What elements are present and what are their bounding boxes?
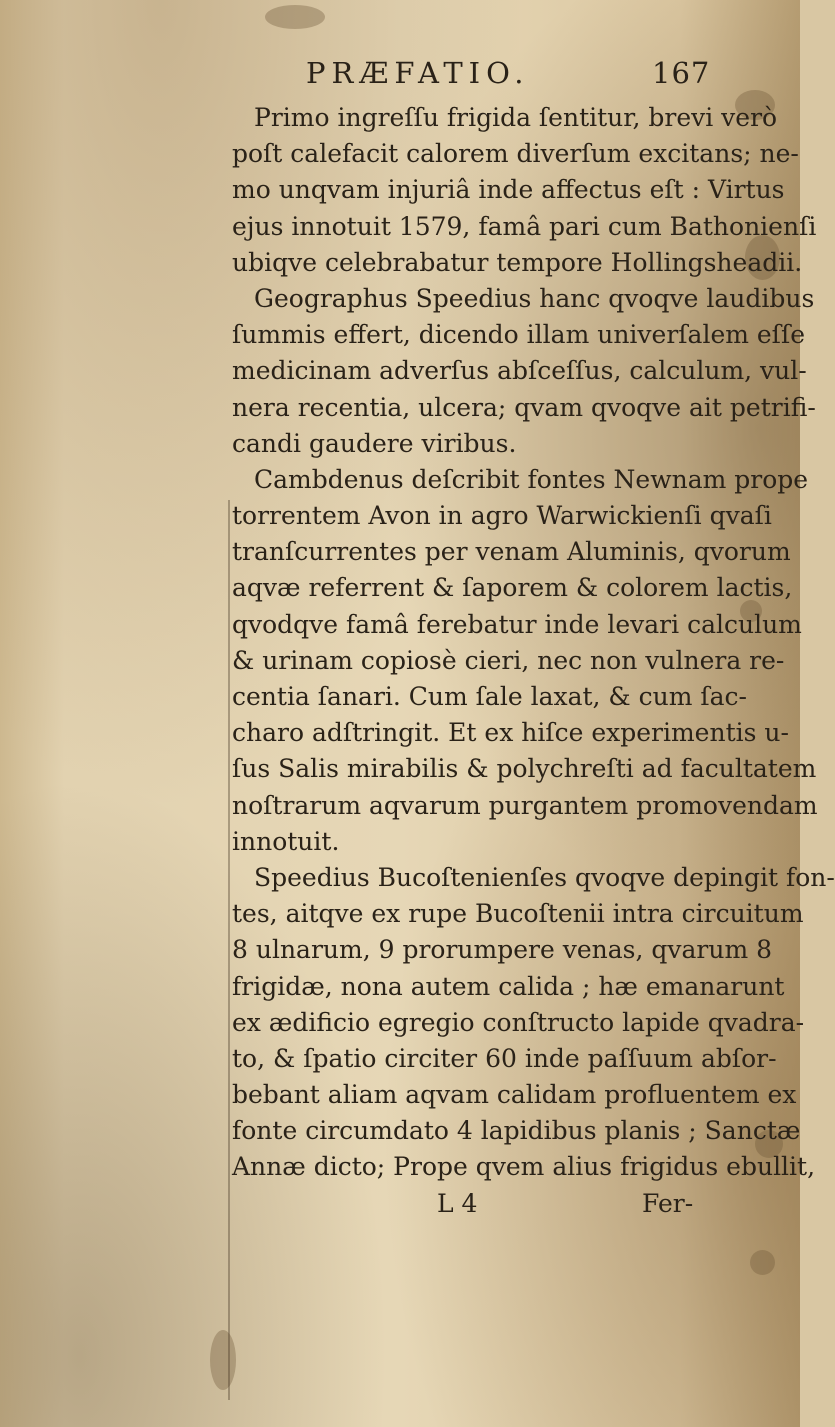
text-line: Speedius Bucoſtenienſes qvoqve depingit fon- <box>254 862 835 892</box>
page-number: 167 <box>652 56 711 90</box>
text-line: to, & ſpatio circiter 60 inde paſſuum abſor- <box>232 1043 777 1073</box>
text-line: ex ædificio egregio conſtructo lapide qvadra- <box>232 1007 805 1037</box>
text-line: bebant aliam aqvam calidam profluentem ex <box>232 1080 797 1110</box>
text-line: medicinam adverſus abſceſſus, calculum, vul- <box>232 356 807 386</box>
text-line: poſt calefacit calorem diverſum excitans; ne- <box>232 139 799 169</box>
signature-mark: L 4 <box>437 1188 478 1218</box>
text-line: candi gaudere viribus. <box>232 428 517 458</box>
text-line: Geographus Speedius hanc qvoqve laudibus <box>254 283 815 313</box>
text-line: ubiqve celebrabatur tempore Hollingsheadii. <box>232 247 803 277</box>
text-line: aqvæ referrent & ſaporem & colorem lactis, <box>232 573 793 603</box>
stain <box>750 1250 775 1275</box>
footer-line <box>232 1186 732 1222</box>
body-text <box>232 100 835 1222</box>
stain <box>265 5 325 29</box>
catchword: Fer- <box>642 1188 694 1218</box>
text-line: Annæ dicto; Prope qvem alius frigidus ebullit, <box>232 1152 816 1182</box>
text-line: Cambdenus deſcribit fontes Newnam prope <box>254 464 809 494</box>
text-line: fonte circumdato 4 lapidibus planis ; Sanctæ <box>232 1116 801 1146</box>
running-head: PRÆFATIO. <box>306 56 530 90</box>
page-header <box>246 56 716 92</box>
text-line: torrentem Avon in agro Warwickienſi qvaſi <box>232 501 772 531</box>
gutter-line <box>228 500 230 1400</box>
text-line: Primo ingreſſu frigida ſentitur, brevi verò <box>254 103 778 132</box>
text-line: qvodqve famâ ferebatur inde levari calculum <box>232 609 802 639</box>
text-line: tes, aitqve ex rupe Bucoſtenii intra circuitum <box>232 899 804 929</box>
text-line: & urinam copiosè cieri, nec non vulnera re- <box>232 645 785 675</box>
text-line: noſtrarum aqvarum purgantem promovendam <box>232 790 818 820</box>
text-line: ejus innotuit 1579, famâ pari cum Bathonienſi <box>232 211 817 241</box>
text-line: charo adſtringit. Et ex hiſce experimentis u- <box>232 718 789 748</box>
text-line: centia ſanari. Cum ſale laxat, & cum ſac- <box>232 682 747 711</box>
text-line: nera recentia, ulcera; qvam qvoqve ait petrifi- <box>232 392 816 422</box>
text-line: innotuit. <box>232 826 340 856</box>
text-line: ſus Salis mirabilis & polychreſti ad facultatem <box>232 754 817 784</box>
text-line: mo unqvam injuriâ inde affectus eſt : Virtus <box>232 175 785 205</box>
text-line: tranſcurrentes per venam Aluminis, qvorum <box>232 537 791 567</box>
text-line: ſummis effert, dicendo illam univerſalem eſſe <box>232 320 805 350</box>
stain <box>210 1330 236 1390</box>
text-line: frigidæ, nona autem calida ; hæ emanarunt <box>232 971 785 1001</box>
text-line: 8 ulnarum, 9 prorumpere venas, qvarum 8 <box>232 935 773 965</box>
